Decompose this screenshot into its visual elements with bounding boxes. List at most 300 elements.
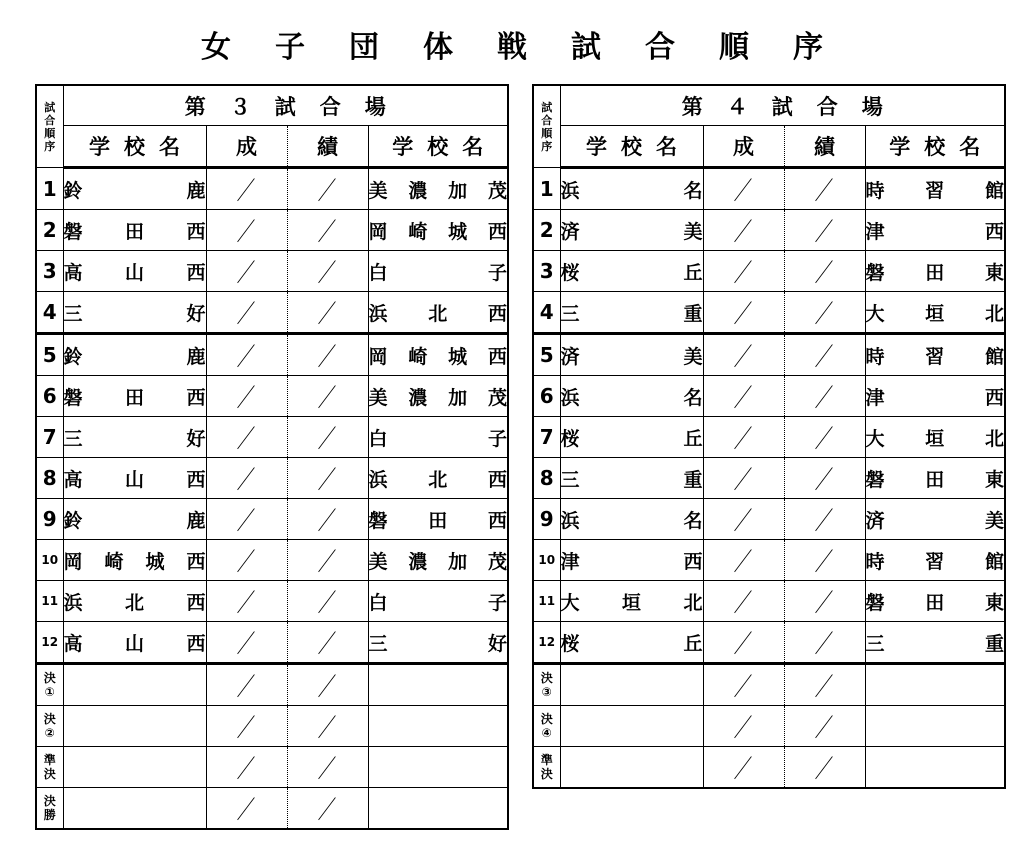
score-slash: ／ (234, 177, 260, 205)
school-name-char: 東 (984, 261, 1004, 284)
school-name-char: 西 (487, 345, 507, 368)
school-blank[interactable] (63, 664, 206, 706)
court-4-sheet (532, 84, 1006, 789)
school-name-char: 崎 (104, 550, 124, 573)
school-name (368, 622, 508, 664)
match-number: 4 (36, 292, 63, 334)
school-name (368, 334, 508, 376)
school-name-chars (64, 424, 206, 451)
school-name-chars (561, 217, 703, 244)
school-name-char: 高 (63, 632, 83, 655)
school-name-char: 垣 (925, 302, 945, 325)
score-cell[interactable] (206, 622, 287, 664)
school-name-char: 館 (984, 550, 1004, 573)
score-cell[interactable] (287, 251, 368, 292)
school-name-char: 東 (984, 468, 1004, 491)
match-number: 3 (36, 251, 63, 292)
score-slash: ／ (812, 259, 838, 287)
score-cell[interactable] (784, 376, 865, 417)
school-name-char: 浜 (560, 386, 580, 409)
school-name-char: 田 (428, 509, 448, 532)
header-row (36, 85, 508, 126)
score-cell[interactable] (206, 499, 287, 540)
school-name (865, 499, 1005, 540)
school-name-chars (369, 342, 508, 369)
score-cell[interactable] (206, 664, 287, 706)
school-name (368, 458, 508, 499)
score-slash: ／ (234, 714, 260, 742)
score-slash: ／ (234, 259, 260, 287)
school-name-char: 三 (63, 427, 83, 450)
score-slash: ／ (812, 177, 838, 205)
school-blank[interactable] (368, 664, 508, 706)
school-name (63, 334, 206, 376)
match-number: 11 (36, 581, 63, 622)
school-name-char: 好 (186, 427, 206, 450)
school-name-char: 山 (124, 632, 144, 655)
score-cell[interactable] (287, 417, 368, 458)
school-name-chars (866, 217, 1005, 244)
school-name (63, 292, 206, 334)
score-cell[interactable] (703, 292, 784, 334)
final-label (36, 706, 63, 747)
school-name-char: 三 (560, 468, 580, 491)
score-cell[interactable] (287, 376, 368, 417)
score-cell[interactable] (206, 334, 287, 376)
school-blank[interactable] (368, 706, 508, 747)
match-row (533, 540, 1005, 581)
school-name (368, 581, 508, 622)
school-name-char: 習 (925, 550, 945, 573)
school-header: 学校名 (865, 126, 1005, 168)
school-name (560, 210, 703, 251)
school-name-chars (369, 506, 508, 533)
match-number: 6 (533, 376, 560, 417)
school-name-chars (64, 176, 206, 203)
school-header: 学校名 (368, 126, 508, 168)
school-name-chars (561, 629, 703, 656)
school-name-char: 大 (865, 427, 885, 450)
school-name-char: 西 (186, 261, 206, 284)
school-name-char: 済 (560, 220, 580, 243)
school-name-char: 山 (124, 261, 144, 284)
score-slash: ／ (812, 673, 838, 701)
school-name-char: 鹿 (186, 509, 206, 532)
score-cell[interactable] (287, 747, 368, 788)
match-number: 1 (36, 168, 63, 210)
school-blank[interactable] (865, 747, 1005, 789)
score-slash: ／ (315, 259, 341, 287)
score-slash: ／ (234, 673, 260, 701)
school-blank[interactable] (560, 664, 703, 706)
score-slash: ／ (315, 548, 341, 576)
school-name-char: 大 (865, 302, 885, 325)
school-name-chars (64, 258, 206, 285)
school-name (865, 540, 1005, 581)
school-blank[interactable] (63, 747, 206, 788)
score-cell[interactable] (703, 540, 784, 581)
school-name-chars (64, 506, 206, 533)
school-name (368, 251, 508, 292)
final-row (36, 706, 508, 747)
school-name-char: 磐 (63, 386, 83, 409)
final-row (533, 747, 1005, 789)
match-number: 2 (36, 210, 63, 251)
final-row (36, 788, 508, 830)
match-number: 10 (36, 540, 63, 581)
school-name-char: 北 (984, 302, 1004, 325)
score-cell[interactable] (784, 540, 865, 581)
school-name-char: 城 (145, 550, 165, 573)
score-cell[interactable] (703, 622, 784, 664)
score-slash: ／ (812, 425, 838, 453)
school-name (560, 334, 703, 376)
school-name-chars (64, 383, 206, 410)
score-cell[interactable] (287, 622, 368, 664)
score-cell[interactable] (206, 376, 287, 417)
school-name (560, 622, 703, 664)
school-blank[interactable] (560, 747, 703, 789)
score-cell[interactable] (784, 581, 865, 622)
final-label (36, 788, 63, 830)
school-name-chars (369, 629, 508, 656)
score-cell[interactable] (287, 458, 368, 499)
school-name-char: 崎 (408, 220, 428, 243)
score-cell[interactable] (206, 540, 287, 581)
match-number: 8 (36, 458, 63, 499)
match-row (533, 417, 1005, 458)
school-name-char: 西 (186, 386, 206, 409)
final-row (533, 706, 1005, 747)
score-slash: ／ (731, 300, 757, 328)
school-name-chars (369, 383, 508, 410)
score-cell[interactable] (784, 292, 865, 334)
school-name-char: 子 (487, 427, 507, 450)
header-row (533, 85, 1005, 126)
court-name: 第４試合場 (560, 85, 1005, 126)
school-name-char: 北 (428, 302, 448, 325)
score-cell[interactable] (703, 376, 784, 417)
score-slash: ／ (315, 507, 341, 535)
score-slash: ／ (315, 755, 341, 783)
school-name-chars (866, 342, 1005, 369)
school-name (63, 417, 206, 458)
match-row (36, 622, 508, 664)
score-cell[interactable] (784, 622, 865, 664)
school-name-char: 習 (925, 179, 945, 202)
school-name-chars (866, 424, 1005, 451)
school-name-char: 茂 (487, 550, 507, 573)
school-name-char: 加 (448, 550, 468, 573)
score-cell[interactable] (784, 251, 865, 292)
school-name (560, 417, 703, 458)
school-name-char: 習 (925, 345, 945, 368)
score-cell[interactable] (206, 747, 287, 788)
score-slash: ／ (315, 425, 341, 453)
school-name-char: 桜 (560, 427, 580, 450)
court-3-sheet (35, 84, 509, 830)
match-number: 7 (36, 417, 63, 458)
order-header-label: 試合順序 (44, 100, 56, 153)
school-name-char: 鈴 (63, 179, 83, 202)
school-name-char: 浜 (368, 468, 388, 491)
score-slash: ／ (812, 714, 838, 742)
school-name-char: 三 (368, 632, 388, 655)
score-cell[interactable] (287, 168, 368, 210)
score-cell[interactable] (287, 292, 368, 334)
school-name (63, 251, 206, 292)
score-cell[interactable] (784, 706, 865, 747)
score-cell[interactable] (784, 458, 865, 499)
school-name-char: 西 (186, 220, 206, 243)
school-name-chars (369, 465, 508, 492)
score-cell[interactable] (703, 581, 784, 622)
score-slash: ／ (234, 755, 260, 783)
score-slash: ／ (315, 714, 341, 742)
school-name (865, 210, 1005, 251)
school-name (63, 168, 206, 210)
school-name-char: 垣 (621, 591, 641, 614)
score-cell[interactable] (206, 417, 287, 458)
score-slash: ／ (234, 218, 260, 246)
school-name-chars (64, 299, 206, 326)
score-cell[interactable] (206, 210, 287, 251)
school-name-chars (866, 258, 1005, 285)
school-name-char: 浜 (560, 509, 580, 532)
score-cell[interactable] (703, 417, 784, 458)
score-cell[interactable] (287, 210, 368, 251)
school-name-chars (866, 506, 1005, 533)
match-row (533, 292, 1005, 334)
score-slash: ／ (812, 589, 838, 617)
match-row (36, 376, 508, 417)
match-row (533, 251, 1005, 292)
match-number: 5 (36, 334, 63, 376)
final-label (533, 747, 560, 789)
score-slash: ／ (812, 507, 838, 535)
school-name-char: 西 (487, 302, 507, 325)
school-name-char: 子 (487, 591, 507, 614)
school-name-char: 子 (487, 261, 507, 284)
school-name (865, 581, 1005, 622)
school-name-char: 大 (560, 591, 580, 614)
score-cell[interactable] (287, 581, 368, 622)
school-name-char: 田 (925, 468, 945, 491)
score-slash: ／ (731, 343, 757, 371)
school-name-char: 西 (487, 220, 507, 243)
final-label-text: 準決 (43, 753, 56, 781)
score-cell[interactable] (703, 747, 784, 789)
school-name-chars (561, 258, 703, 285)
match-order-table (532, 84, 1006, 789)
school-name-char: 重 (683, 302, 703, 325)
score-slash: ／ (234, 384, 260, 412)
score-slash: ／ (315, 673, 341, 701)
score-cell[interactable] (287, 499, 368, 540)
score-slash: ／ (731, 714, 757, 742)
score-cell[interactable] (206, 581, 287, 622)
score-cell[interactable] (287, 788, 368, 830)
school-name-char: 北 (984, 427, 1004, 450)
score-cell[interactable] (703, 210, 784, 251)
score-slash: ／ (731, 548, 757, 576)
school-blank[interactable] (865, 706, 1005, 747)
score-cell[interactable] (703, 499, 784, 540)
score-header: 績 (784, 126, 865, 168)
school-name-char: 美 (368, 386, 388, 409)
school-blank[interactable] (560, 706, 703, 747)
school-name-char: 美 (984, 509, 1004, 532)
score-slash: ／ (315, 343, 341, 371)
score-cell[interactable] (784, 417, 865, 458)
score-slash: ／ (812, 755, 838, 783)
school-name (368, 417, 508, 458)
score-cell[interactable] (287, 664, 368, 706)
school-name-char: 茂 (487, 179, 507, 202)
school-name-char: 高 (63, 468, 83, 491)
school-name-char: 白 (368, 427, 388, 450)
school-name-chars (369, 217, 508, 244)
score-cell[interactable] (206, 706, 287, 747)
score-cell[interactable] (784, 334, 865, 376)
score-slash: ／ (315, 218, 341, 246)
match-number: 8 (533, 458, 560, 499)
match-row (36, 458, 508, 499)
match-row (533, 499, 1005, 540)
score-cell[interactable] (206, 251, 287, 292)
school-blank[interactable] (368, 747, 508, 788)
score-header: 績 (287, 126, 368, 168)
match-row (533, 458, 1005, 499)
score-slash: ／ (812, 343, 838, 371)
score-cell[interactable] (287, 706, 368, 747)
school-name-char: 高 (63, 261, 83, 284)
school-name (63, 581, 206, 622)
school-name-char: 鹿 (186, 345, 206, 368)
school-name-char: 磐 (865, 468, 885, 491)
school-name (368, 292, 508, 334)
score-cell[interactable] (287, 334, 368, 376)
school-name-chars (561, 424, 703, 451)
school-name-chars (369, 424, 508, 451)
school-name-char: 美 (683, 345, 703, 368)
score-header: 成 (703, 126, 784, 168)
score-cell[interactable] (206, 458, 287, 499)
score-slash: ／ (315, 300, 341, 328)
school-name-char: 白 (368, 591, 388, 614)
score-slash: ／ (315, 466, 341, 494)
school-name-char: 浜 (560, 179, 580, 202)
score-cell[interactable] (287, 540, 368, 581)
score-cell[interactable] (703, 664, 784, 706)
score-cell[interactable] (703, 458, 784, 499)
school-blank[interactable] (63, 706, 206, 747)
school-name-char: 濃 (408, 386, 428, 409)
score-slash: ／ (315, 630, 341, 658)
match-number: 11 (533, 581, 560, 622)
school-name-char: 三 (560, 302, 580, 325)
score-slash: ／ (234, 548, 260, 576)
school-name-chars (64, 547, 206, 574)
match-number: 1 (533, 168, 560, 210)
match-row (533, 334, 1005, 376)
score-cell[interactable] (784, 747, 865, 789)
school-name-char: 岡 (63, 550, 83, 573)
score-cell[interactable] (703, 334, 784, 376)
school-name-char: 西 (186, 468, 206, 491)
school-name-char: 西 (984, 220, 1004, 243)
school-name-char: 西 (487, 509, 507, 532)
school-name (63, 622, 206, 664)
school-name-chars (64, 588, 206, 615)
score-cell[interactable] (784, 664, 865, 706)
school-name-char: 城 (448, 345, 468, 368)
school-name-char: 西 (984, 386, 1004, 409)
score-slash: ／ (731, 507, 757, 535)
order-header (36, 85, 63, 168)
school-name-char: 城 (448, 220, 468, 243)
score-cell[interactable] (703, 168, 784, 210)
score-slash: ／ (315, 384, 341, 412)
score-cell[interactable] (206, 788, 287, 830)
school-name (865, 622, 1005, 664)
school-name-char: 丘 (683, 632, 703, 655)
final-label (36, 747, 63, 788)
school-name-char: 名 (683, 386, 703, 409)
score-cell[interactable] (784, 210, 865, 251)
score-header: 成 (206, 126, 287, 168)
school-blank[interactable] (63, 788, 206, 830)
school-name-char: 北 (683, 591, 703, 614)
match-row (533, 581, 1005, 622)
score-slash: ／ (731, 177, 757, 205)
school-name-chars (561, 342, 703, 369)
score-slash: ／ (812, 384, 838, 412)
school-name (560, 540, 703, 581)
score-slash: ／ (731, 630, 757, 658)
match-row (36, 168, 508, 210)
score-cell[interactable] (703, 251, 784, 292)
score-slash: ／ (234, 300, 260, 328)
score-cell[interactable] (703, 706, 784, 747)
school-blank[interactable] (368, 788, 508, 830)
school-name (560, 581, 703, 622)
match-row (533, 376, 1005, 417)
match-row (36, 334, 508, 376)
school-name (368, 376, 508, 417)
school-name-char: 時 (865, 550, 885, 573)
score-slash: ／ (812, 218, 838, 246)
school-name-char: 崎 (408, 345, 428, 368)
final-label (533, 706, 560, 747)
school-blank[interactable] (865, 664, 1005, 706)
school-name-char: 浜 (368, 302, 388, 325)
score-cell[interactable] (784, 168, 865, 210)
school-name (560, 292, 703, 334)
final-label-text: 決② (43, 712, 56, 740)
match-row (533, 168, 1005, 210)
school-name-char: 名 (683, 179, 703, 202)
score-cell[interactable] (206, 168, 287, 210)
score-slash: ／ (812, 630, 838, 658)
school-name-char: 垣 (925, 427, 945, 450)
school-name-chars (866, 547, 1005, 574)
score-cell[interactable] (784, 499, 865, 540)
school-name (865, 458, 1005, 499)
school-name-char: 加 (448, 179, 468, 202)
school-name-char: 北 (124, 591, 144, 614)
score-cell[interactable] (206, 292, 287, 334)
